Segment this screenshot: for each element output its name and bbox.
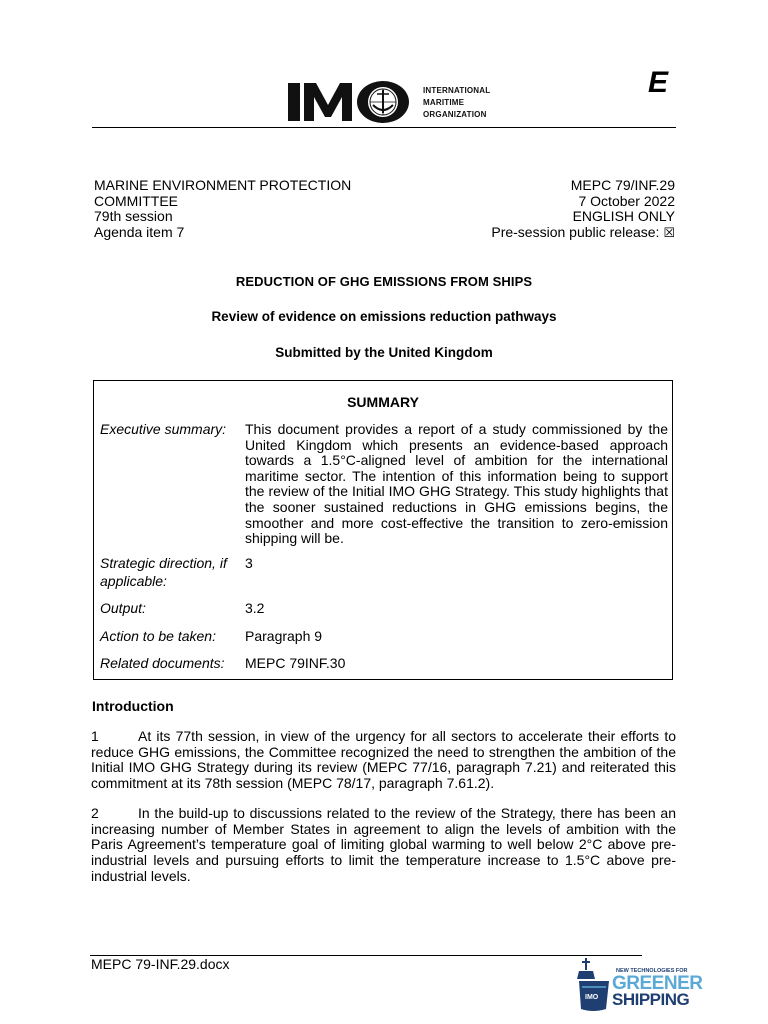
committee-info xyxy=(94,178,351,240)
summary-label: Related documents: xyxy=(100,655,225,671)
summary-value: 3 xyxy=(245,555,253,571)
paragraph-text: At its 77th session, in view of the urgency for all sectors to accelerate their efforts to reduce GHG emissions, the Committee recognized the need to strengthen the ambition of the Initial IMO GHG Strategy during its review (MEPC 77/16, paragraph 7.21) and reiterated this commitment at its 78th session (MEPC 78/17, paragraph 7.61.2). xyxy=(91,728,676,792)
header-divider xyxy=(92,127,676,128)
language-note: ENGLISH ONLY xyxy=(572,208,675,224)
summary-value: 3.2 xyxy=(245,600,265,616)
imo-logo-letter-i xyxy=(288,83,300,121)
imo-logo-text xyxy=(423,85,490,121)
session-line: 79th session xyxy=(94,208,173,224)
greener-shipping-logo xyxy=(576,957,703,1013)
document-symbol: MEPC 79/INF.29 xyxy=(570,177,675,193)
summary-label: Output: xyxy=(100,600,146,616)
logo-badge-text: IMO xyxy=(585,994,599,1001)
footer-filename: MEPC 79-INF.29.docx xyxy=(91,956,230,972)
imo-logo-letter-m xyxy=(304,83,352,121)
paragraph xyxy=(91,806,676,885)
logo-line: ORGANIZATION xyxy=(423,110,487,119)
logo-word-shipping: SHIPPING xyxy=(612,990,690,1009)
language-code: E xyxy=(648,66,669,99)
paragraph-number: 1 xyxy=(91,728,99,744)
summary-label: Strategic direction, if applicable: xyxy=(100,555,227,589)
summary-box xyxy=(93,380,673,680)
logo-tagline: NEW TECHNOLOGIES FOR xyxy=(616,968,688,974)
checked-box-icon: ☒ xyxy=(663,224,675,240)
paragraph-text: In the build-up to discussions related to the review of the Strategy, there has been an increasing number of Member States in agreement to align the levels of ambition with the Paris Agreement’s temperature goal of limiting global warming to well below 2°C above pre-industrial levels and pursuing efforts to limit the temperature increase to 1.5°C above pre-industrial levels. xyxy=(91,805,676,884)
summary-value: Paragraph 9 xyxy=(245,628,323,644)
paragraph-number: 2 xyxy=(91,805,99,821)
imo-emblem-icon xyxy=(356,80,410,124)
release-label: Pre-session public release: xyxy=(491,223,660,240)
summary-value: This document provides a report of a study commissioned by the United Kingdom which presents an evidence-based approach towards a 1.5°C-aligned level of ambition for the international maritime sector. The intention of this information being to support the review of the Initial IMO GHG Strategy. This study highlights that the sooner sustained reductions in GHG emissions begins, the smoother and more cost-effective the transition to zero-emission shipping will be. xyxy=(245,421,668,547)
logo-line: MARITIME xyxy=(423,98,465,107)
summary-value: MEPC 79INF.30 xyxy=(245,655,346,671)
section-heading: Introduction xyxy=(92,698,174,714)
summary-row xyxy=(100,421,668,547)
logo-line: INTERNATIONAL xyxy=(423,86,491,95)
summary-heading: SUMMARY xyxy=(347,394,419,410)
imo-logo xyxy=(272,74,520,126)
summary-row xyxy=(100,554,668,594)
summary-label: Action to be taken: xyxy=(100,628,216,644)
document-subtitle: Review of evidence on emissions reduction pathways xyxy=(211,309,557,324)
agenda-line: Agenda item 7 xyxy=(94,223,185,240)
document-title: REDUCTION OF GHG EMISSIONS FROM SHIPS xyxy=(235,274,533,289)
release-line xyxy=(491,225,675,241)
committee-line: MARINE ENVIRONMENT PROTECTION xyxy=(94,177,352,193)
ship-emblem-icon xyxy=(576,957,612,1013)
summary-label: Executive summary: xyxy=(100,421,227,437)
document-date: 7 October 2022 xyxy=(578,192,675,209)
submitter-line: Submitted by the United Kingdom xyxy=(275,345,493,360)
committee-line: COMMITTEE xyxy=(94,192,178,209)
logo-word-greener: GREENER xyxy=(612,973,703,994)
paragraph xyxy=(91,729,676,792)
document-reference xyxy=(491,178,675,240)
